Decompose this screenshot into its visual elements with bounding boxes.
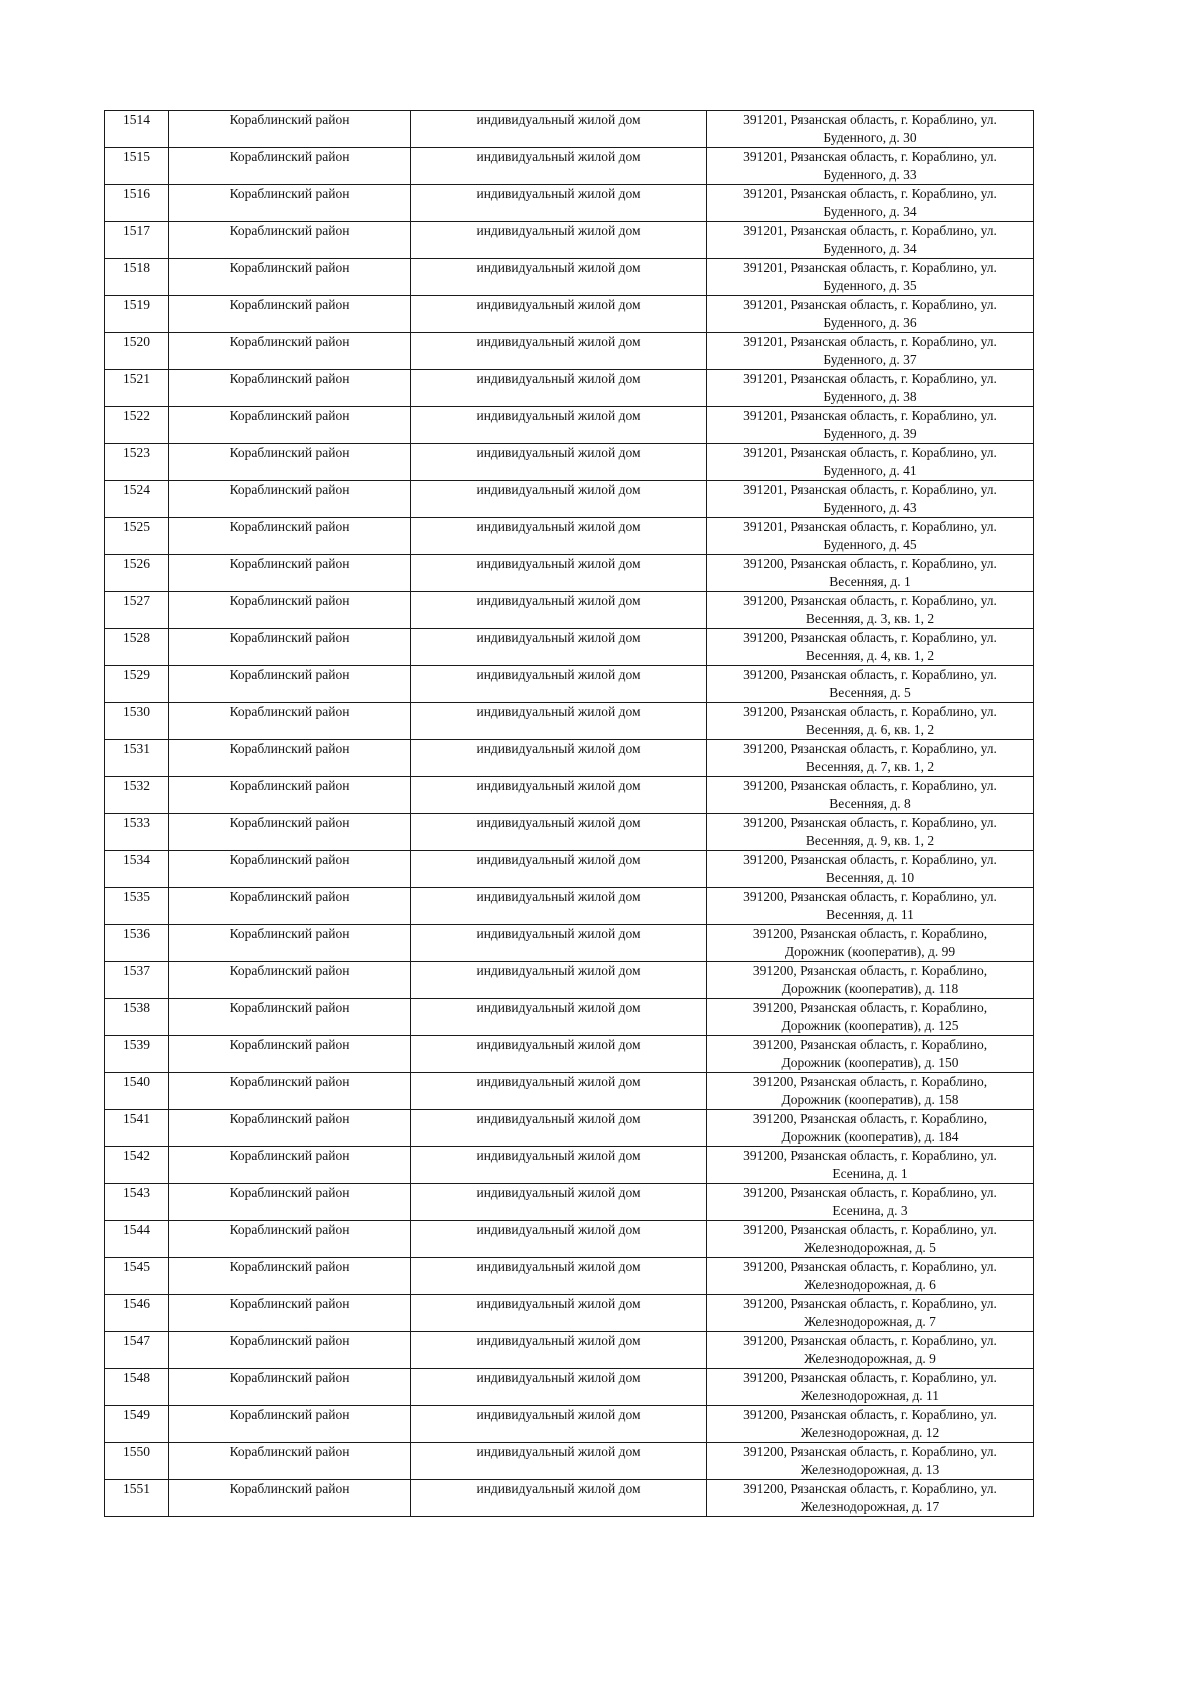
address-line-2: Весенняя, д. 8 xyxy=(829,796,911,811)
table-row xyxy=(105,592,1034,629)
table-row xyxy=(105,185,1034,222)
table-row xyxy=(105,222,1034,259)
address-line-2: Есенина, д. 3 xyxy=(832,1203,908,1218)
address-line-1: 391200, Рязанская область, г. Кораблино, ул. xyxy=(743,852,997,867)
building-type-cell: индивидуальный жилой дом xyxy=(411,259,707,296)
table-row xyxy=(105,1147,1034,1184)
district-cell: Кораблинский район xyxy=(169,444,411,481)
address-line-2: Буденного, д. 45 xyxy=(823,537,917,552)
building-type-cell: индивидуальный жилой дом xyxy=(411,999,707,1036)
building-type-cell: индивидуальный жилой дом xyxy=(411,666,707,703)
row-number-cell: 1543 xyxy=(105,1184,169,1221)
row-number-cell: 1523 xyxy=(105,444,169,481)
address-cell xyxy=(707,629,1034,666)
address-cell xyxy=(707,703,1034,740)
table-row xyxy=(105,111,1034,148)
building-type-cell: индивидуальный жилой дом xyxy=(411,1332,707,1369)
address-cell xyxy=(707,1110,1034,1147)
address-line-1: 391200, Рязанская область, г. Кораблино, ул. xyxy=(743,556,997,571)
building-type-cell: индивидуальный жилой дом xyxy=(411,629,707,666)
row-number-cell: 1540 xyxy=(105,1073,169,1110)
address-line-1: 391200, Рязанская область, г. Кораблино, ул. xyxy=(743,667,997,682)
address-cell xyxy=(707,925,1034,962)
address-line-2: Буденного, д. 38 xyxy=(823,389,917,404)
address-cell xyxy=(707,518,1034,555)
district-cell: Кораблинский район xyxy=(169,518,411,555)
address-line-1: 391201, Рязанская область, г. Кораблино, ул. xyxy=(743,149,997,164)
building-type-cell: индивидуальный жилой дом xyxy=(411,518,707,555)
address-line-1: 391200, Рязанская область, г. Кораблино, ул. xyxy=(743,1370,997,1385)
housing-registry-table xyxy=(104,110,1034,1517)
address-cell xyxy=(707,1184,1034,1221)
address-line-2: Буденного, д. 43 xyxy=(823,500,917,515)
address-cell xyxy=(707,222,1034,259)
address-cell xyxy=(707,259,1034,296)
address-cell xyxy=(707,888,1034,925)
table-row xyxy=(105,666,1034,703)
address-cell xyxy=(707,777,1034,814)
building-type-cell: индивидуальный жилой дом xyxy=(411,333,707,370)
table-row xyxy=(105,1073,1034,1110)
district-cell: Кораблинский район xyxy=(169,1480,411,1517)
district-cell: Кораблинский район xyxy=(169,888,411,925)
table-row xyxy=(105,555,1034,592)
address-cell xyxy=(707,1147,1034,1184)
table-row xyxy=(105,1295,1034,1332)
row-number-cell: 1517 xyxy=(105,222,169,259)
building-type-cell: индивидуальный жилой дом xyxy=(411,222,707,259)
table-row xyxy=(105,296,1034,333)
district-cell: Кораблинский район xyxy=(169,1406,411,1443)
table-row xyxy=(105,1480,1034,1517)
address-line-1: 391200, Рязанская область, г. Кораблино, ул. xyxy=(743,1148,997,1163)
row-number-cell: 1534 xyxy=(105,851,169,888)
address-line-2: Весенняя, д. 3, кв. 1, 2 xyxy=(805,611,935,626)
row-number-cell: 1519 xyxy=(105,296,169,333)
table-row xyxy=(105,777,1034,814)
building-type-cell: индивидуальный жилой дом xyxy=(411,1073,707,1110)
table-row xyxy=(105,1258,1034,1295)
building-type-cell: индивидуальный жилой дом xyxy=(411,962,707,999)
district-cell: Кораблинский район xyxy=(169,814,411,851)
district-cell: Кораблинский район xyxy=(169,1369,411,1406)
building-type-cell: индивидуальный жилой дом xyxy=(411,111,707,148)
building-type-cell: индивидуальный жилой дом xyxy=(411,296,707,333)
row-number-cell: 1531 xyxy=(105,740,169,777)
building-type-cell: индивидуальный жилой дом xyxy=(411,1443,707,1480)
table-row xyxy=(105,481,1034,518)
table-row xyxy=(105,148,1034,185)
address-line-1: 391201, Рязанская область, г. Кораблино, ул. xyxy=(743,482,997,497)
address-line-1: 391201, Рязанская область, г. Кораблино, ул. xyxy=(743,112,997,127)
table-row xyxy=(105,259,1034,296)
address-line-1: 391200, Рязанская область, г. Кораблино, ул. xyxy=(743,1296,997,1311)
address-line-2: Дорожник (кооператив), д. 125 xyxy=(781,1018,959,1033)
address-cell xyxy=(707,1369,1034,1406)
district-cell: Кораблинский район xyxy=(169,555,411,592)
address-cell xyxy=(707,185,1034,222)
district-cell: Кораблинский район xyxy=(169,1110,411,1147)
address-line-2: Дорожник (кооператив), д. 158 xyxy=(781,1092,959,1107)
table-row xyxy=(105,1036,1034,1073)
address-line-2: Дорожник (кооператив), д. 99 xyxy=(784,944,956,959)
district-cell: Кораблинский район xyxy=(169,148,411,185)
address-cell xyxy=(707,481,1034,518)
address-line-1: 391201, Рязанская область, г. Кораблино, ул. xyxy=(743,186,997,201)
address-cell xyxy=(707,407,1034,444)
table-row xyxy=(105,370,1034,407)
row-number-cell: 1527 xyxy=(105,592,169,629)
district-cell: Кораблинский район xyxy=(169,1147,411,1184)
building-type-cell: индивидуальный жилой дом xyxy=(411,1184,707,1221)
table-row xyxy=(105,1369,1034,1406)
address-line-1: 391200, Рязанская область, г. Кораблино, ул. xyxy=(743,778,997,793)
address-cell xyxy=(707,1295,1034,1332)
address-line-2: Буденного, д. 41 xyxy=(823,463,917,478)
row-number-cell: 1537 xyxy=(105,962,169,999)
building-type-cell: индивидуальный жилой дом xyxy=(411,1480,707,1517)
address-line-2: Весенняя, д. 10 xyxy=(825,870,915,885)
building-type-cell: индивидуальный жилой дом xyxy=(411,185,707,222)
district-cell: Кораблинский район xyxy=(169,740,411,777)
table-row xyxy=(105,1110,1034,1147)
address-line-2: Буденного, д. 39 xyxy=(823,426,917,441)
address-line-2: Буденного, д. 35 xyxy=(823,278,917,293)
district-cell: Кораблинский район xyxy=(169,703,411,740)
address-line-1: 391201, Рязанская область, г. Кораблино, ул. xyxy=(743,223,997,238)
table-row xyxy=(105,333,1034,370)
table-row xyxy=(105,518,1034,555)
district-cell: Кораблинский район xyxy=(169,1443,411,1480)
address-line-1: 391200, Рязанская область, г. Кораблино, ул. xyxy=(743,630,997,645)
row-number-cell: 1522 xyxy=(105,407,169,444)
row-number-cell: 1548 xyxy=(105,1369,169,1406)
address-line-1: 391200, Рязанская область, г. Кораблино, xyxy=(752,1037,988,1052)
address-cell xyxy=(707,444,1034,481)
table-row xyxy=(105,925,1034,962)
building-type-cell: индивидуальный жилой дом xyxy=(411,888,707,925)
address-cell xyxy=(707,1073,1034,1110)
address-line-2: Дорожник (кооператив), д. 184 xyxy=(781,1129,959,1144)
row-number-cell: 1529 xyxy=(105,666,169,703)
row-number-cell: 1516 xyxy=(105,185,169,222)
building-type-cell: индивидуальный жилой дом xyxy=(411,1036,707,1073)
building-type-cell: индивидуальный жилой дом xyxy=(411,407,707,444)
district-cell: Кораблинский район xyxy=(169,333,411,370)
row-number-cell: 1545 xyxy=(105,1258,169,1295)
district-cell: Кораблинский район xyxy=(169,592,411,629)
address-cell xyxy=(707,814,1034,851)
address-line-2: Буденного, д. 30 xyxy=(823,130,917,145)
address-line-1: 391200, Рязанская область, г. Кораблино, xyxy=(752,926,988,941)
district-cell: Кораблинский район xyxy=(169,259,411,296)
building-type-cell: индивидуальный жилой дом xyxy=(411,1147,707,1184)
building-type-cell: индивидуальный жилой дом xyxy=(411,1258,707,1295)
table-row xyxy=(105,629,1034,666)
address-line-1: 391200, Рязанская область, г. Кораблино, xyxy=(752,1074,988,1089)
address-line-2: Весенняя, д. 11 xyxy=(826,907,914,922)
building-type-cell: индивидуальный жилой дом xyxy=(411,925,707,962)
address-cell xyxy=(707,1480,1034,1517)
address-line-1: 391200, Рязанская область, г. Кораблино, xyxy=(752,1111,988,1126)
district-cell: Кораблинский район xyxy=(169,999,411,1036)
building-type-cell: индивидуальный жилой дом xyxy=(411,555,707,592)
row-number-cell: 1530 xyxy=(105,703,169,740)
row-number-cell: 1526 xyxy=(105,555,169,592)
table-row xyxy=(105,1184,1034,1221)
address-line-1: 391200, Рязанская область, г. Кораблино, ул. xyxy=(743,1444,997,1459)
table-row xyxy=(105,962,1034,999)
district-cell: Кораблинский район xyxy=(169,1332,411,1369)
row-number-cell: 1549 xyxy=(105,1406,169,1443)
address-line-1: 391201, Рязанская область, г. Кораблино, ул. xyxy=(743,519,997,534)
district-cell: Кораблинский район xyxy=(169,370,411,407)
district-cell: Кораблинский район xyxy=(169,962,411,999)
address-line-2: Железнодорожная, д. 17 xyxy=(800,1499,940,1514)
address-line-1: 391200, Рязанская область, г. Кораблино, xyxy=(752,1000,988,1015)
table-body xyxy=(105,111,1034,1517)
row-number-cell: 1539 xyxy=(105,1036,169,1073)
district-cell: Кораблинский район xyxy=(169,296,411,333)
table-row xyxy=(105,1332,1034,1369)
address-line-2: Буденного, д. 33 xyxy=(823,167,917,182)
row-number-cell: 1533 xyxy=(105,814,169,851)
address-line-2: Весенняя, д. 7, кв. 1, 2 xyxy=(805,759,935,774)
address-line-2: Железнодорожная, д. 11 xyxy=(800,1388,940,1403)
address-line-1: 391201, Рязанская область, г. Кораблино, ул. xyxy=(743,408,997,423)
row-number-cell: 1521 xyxy=(105,370,169,407)
district-cell: Кораблинский район xyxy=(169,111,411,148)
district-cell: Кораблинский район xyxy=(169,1258,411,1295)
address-line-1: 391200, Рязанская область, г. Кораблино, ул. xyxy=(743,1407,997,1422)
address-line-1: 391200, Рязанская область, г. Кораблино, ул. xyxy=(743,704,997,719)
address-cell xyxy=(707,1332,1034,1369)
address-line-1: 391200, Рязанская область, г. Кораблино, ул. xyxy=(743,1222,997,1237)
row-number-cell: 1532 xyxy=(105,777,169,814)
table-row xyxy=(105,740,1034,777)
address-cell xyxy=(707,111,1034,148)
address-cell xyxy=(707,740,1034,777)
address-line-2: Весенняя, д. 1 xyxy=(829,574,911,589)
row-number-cell: 1538 xyxy=(105,999,169,1036)
address-cell xyxy=(707,999,1034,1036)
row-number-cell: 1544 xyxy=(105,1221,169,1258)
building-type-cell: индивидуальный жилой дом xyxy=(411,851,707,888)
building-type-cell: индивидуальный жилой дом xyxy=(411,592,707,629)
address-line-2: Железнодорожная, д. 6 xyxy=(804,1277,936,1292)
address-line-2: Железнодорожная, д. 13 xyxy=(800,1462,940,1477)
district-cell: Кораблинский район xyxy=(169,629,411,666)
row-number-cell: 1515 xyxy=(105,148,169,185)
district-cell: Кораблинский район xyxy=(169,1221,411,1258)
row-number-cell: 1536 xyxy=(105,925,169,962)
district-cell: Кораблинский район xyxy=(169,185,411,222)
row-number-cell: 1551 xyxy=(105,1480,169,1517)
address-line-1: 391201, Рязанская область, г. Кораблино, ул. xyxy=(743,445,997,460)
row-number-cell: 1514 xyxy=(105,111,169,148)
address-line-1: 391201, Рязанская область, г. Кораблино, ул. xyxy=(743,297,997,312)
address-line-2: Весенняя, д. 5 xyxy=(829,685,911,700)
building-type-cell: индивидуальный жилой дом xyxy=(411,1406,707,1443)
row-number-cell: 1524 xyxy=(105,481,169,518)
address-cell xyxy=(707,1406,1034,1443)
address-line-1: 391200, Рязанская область, г. Кораблино, xyxy=(752,963,988,978)
district-cell: Кораблинский район xyxy=(169,666,411,703)
table-row xyxy=(105,1221,1034,1258)
district-cell: Кораблинский район xyxy=(169,222,411,259)
building-type-cell: индивидуальный жилой дом xyxy=(411,1295,707,1332)
row-number-cell: 1546 xyxy=(105,1295,169,1332)
address-line-2: Буденного, д. 34 xyxy=(823,241,917,256)
address-cell xyxy=(707,370,1034,407)
address-cell xyxy=(707,1443,1034,1480)
row-number-cell: 1528 xyxy=(105,629,169,666)
address-line-1: 391201, Рязанская область, г. Кораблино, ул. xyxy=(743,334,997,349)
building-type-cell: индивидуальный жилой дом xyxy=(411,1110,707,1147)
building-type-cell: индивидуальный жилой дом xyxy=(411,444,707,481)
address-cell xyxy=(707,148,1034,185)
address-line-2: Буденного, д. 37 xyxy=(823,352,917,367)
district-cell: Кораблинский район xyxy=(169,925,411,962)
address-line-2: Буденного, д. 34 xyxy=(823,204,917,219)
address-line-1: 391201, Рязанская область, г. Кораблино, ул. xyxy=(743,371,997,386)
row-number-cell: 1542 xyxy=(105,1147,169,1184)
building-type-cell: индивидуальный жилой дом xyxy=(411,703,707,740)
address-cell xyxy=(707,1221,1034,1258)
building-type-cell: индивидуальный жилой дом xyxy=(411,740,707,777)
address-line-2: Весенняя, д. 6, кв. 1, 2 xyxy=(805,722,935,737)
building-type-cell: индивидуальный жилой дом xyxy=(411,777,707,814)
district-cell: Кораблинский район xyxy=(169,851,411,888)
address-cell xyxy=(707,296,1034,333)
table-row xyxy=(105,814,1034,851)
row-number-cell: 1520 xyxy=(105,333,169,370)
building-type-cell: индивидуальный жилой дом xyxy=(411,1369,707,1406)
district-cell: Кораблинский район xyxy=(169,481,411,518)
district-cell: Кораблинский район xyxy=(169,1036,411,1073)
address-line-2: Железнодорожная, д. 12 xyxy=(800,1425,940,1440)
row-number-cell: 1550 xyxy=(105,1443,169,1480)
row-number-cell: 1541 xyxy=(105,1110,169,1147)
district-cell: Кораблинский район xyxy=(169,1184,411,1221)
address-line-1: 391200, Рязанская область, г. Кораблино, ул. xyxy=(743,1185,997,1200)
address-line-2: Дорожник (кооператив), д. 150 xyxy=(781,1055,959,1070)
address-cell xyxy=(707,1036,1034,1073)
address-line-1: 391200, Рязанская область, г. Кораблино, ул. xyxy=(743,1259,997,1274)
address-cell xyxy=(707,333,1034,370)
row-number-cell: 1547 xyxy=(105,1332,169,1369)
row-number-cell: 1518 xyxy=(105,259,169,296)
row-number-cell: 1535 xyxy=(105,888,169,925)
district-cell: Кораблинский район xyxy=(169,1295,411,1332)
row-number-cell: 1525 xyxy=(105,518,169,555)
address-cell xyxy=(707,851,1034,888)
address-line-1: 391200, Рязанская область, г. Кораблино, ул. xyxy=(743,1333,997,1348)
address-cell xyxy=(707,666,1034,703)
address-line-2: Весенняя, д. 4, кв. 1, 2 xyxy=(805,648,935,663)
building-type-cell: индивидуальный жилой дом xyxy=(411,481,707,518)
table-row xyxy=(105,1443,1034,1480)
address-line-1: 391200, Рязанская область, г. Кораблино, ул. xyxy=(743,593,997,608)
building-type-cell: индивидуальный жилой дом xyxy=(411,370,707,407)
address-line-1: 391201, Рязанская область, г. Кораблино, ул. xyxy=(743,260,997,275)
table-row xyxy=(105,999,1034,1036)
table-row xyxy=(105,1406,1034,1443)
table-row xyxy=(105,444,1034,481)
address-cell xyxy=(707,1258,1034,1295)
address-line-2: Железнодорожная, д. 9 xyxy=(804,1351,936,1366)
address-line-1: 391200, Рязанская область, г. Кораблино, ул. xyxy=(743,741,997,756)
address-cell xyxy=(707,962,1034,999)
address-line-2: Железнодорожная, д. 5 xyxy=(804,1240,936,1255)
address-line-2: Дорожник (кооператив), д. 118 xyxy=(781,981,959,996)
district-cell: Кораблинский район xyxy=(169,777,411,814)
district-cell: Кораблинский район xyxy=(169,407,411,444)
table-row xyxy=(105,851,1034,888)
address-line-1: 391200, Рязанская область, г. Кораблино, ул. xyxy=(743,889,997,904)
building-type-cell: индивидуальный жилой дом xyxy=(411,148,707,185)
address-line-2: Железнодорожная, д. 7 xyxy=(804,1314,936,1329)
table-row xyxy=(105,888,1034,925)
address-line-1: 391200, Рязанская область, г. Кораблино, ул. xyxy=(743,815,997,830)
address-line-2: Есенина, д. 1 xyxy=(832,1166,908,1181)
address-cell xyxy=(707,555,1034,592)
table-row xyxy=(105,407,1034,444)
address-cell xyxy=(707,592,1034,629)
district-cell: Кораблинский район xyxy=(169,1073,411,1110)
table-row xyxy=(105,703,1034,740)
building-type-cell: индивидуальный жилой дом xyxy=(411,814,707,851)
address-line-2: Весенняя, д. 9, кв. 1, 2 xyxy=(805,833,935,848)
address-line-1: 391200, Рязанская область, г. Кораблино, ул. xyxy=(743,1481,997,1496)
building-type-cell: индивидуальный жилой дом xyxy=(411,1221,707,1258)
address-line-2: Буденного, д. 36 xyxy=(823,315,917,330)
